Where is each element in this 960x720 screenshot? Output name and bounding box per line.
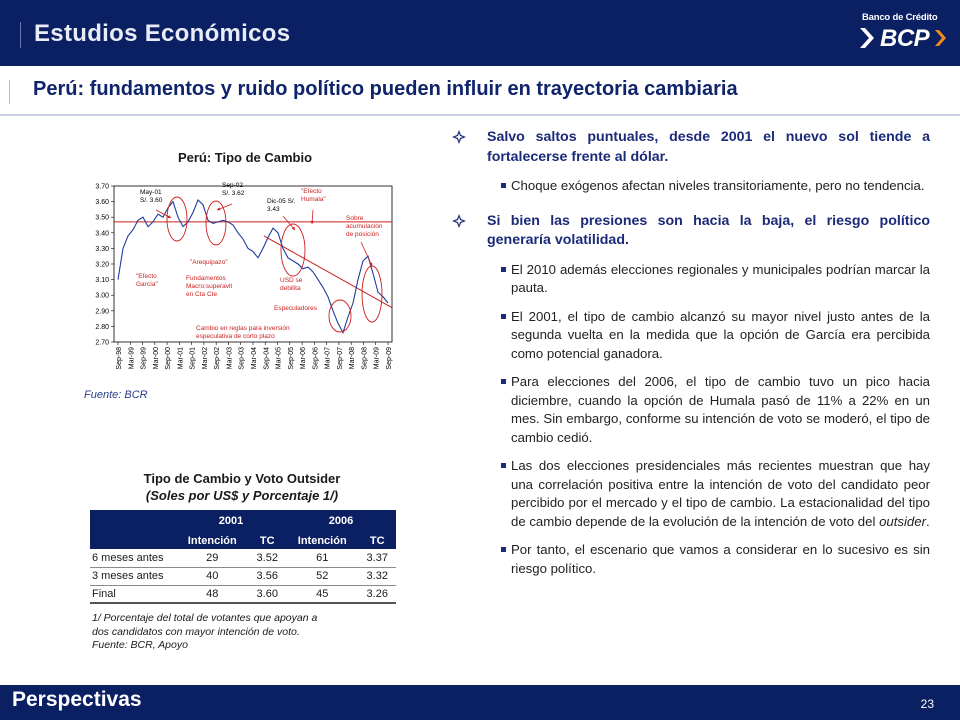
- x-tick-label: Sep-98: [116, 347, 123, 370]
- chart-annotation: "Arequipazo": [190, 259, 228, 266]
- x-tick-label: Mar-05: [275, 347, 283, 370]
- cell-tc-2006: 3.32: [358, 567, 396, 585]
- chart-annotation: Sep-02: [222, 182, 243, 189]
- main-bullet-text: Si bien las presiones son hacia la baja, el riesgo político generaría volatilidad.: [487, 212, 930, 248]
- square-bullet-icon: [501, 314, 506, 319]
- x-tick-label: Mar-03: [226, 347, 234, 370]
- square-bullet-icon: [501, 547, 506, 552]
- x-tick-label: Sep-03: [238, 347, 246, 370]
- chart-annotation: S/. 3.62: [222, 190, 245, 197]
- chart-annotation: Sobre: [346, 215, 364, 222]
- sub-bullet-italic: outsider: [879, 513, 926, 529]
- bank-logo: [852, 12, 952, 60]
- y-tick-label: 2.90: [95, 308, 109, 316]
- x-tick-label: Mar-08: [349, 347, 357, 370]
- y-tick-label: 2.80: [95, 323, 109, 331]
- bullet-list: [452, 128, 930, 578]
- row-label: 6 meses antes: [90, 549, 176, 567]
- table-header-tc: TC: [358, 532, 396, 549]
- table-header-year-2001: 2001: [176, 510, 286, 532]
- x-tick-label: Mar-06: [300, 347, 308, 370]
- chart-annotation: Cambio en reglas para inversión: [196, 325, 290, 332]
- x-tick-label: Mar-01: [177, 347, 185, 370]
- x-tick-label: Sep-04: [263, 347, 271, 370]
- cell-tc-2001: 3.56: [249, 567, 286, 585]
- y-tick-label: 3.30: [95, 245, 109, 253]
- sub-bullet-text: Las dos elecciones presidenciales más recientes muestran que hay una correlación positiva entre la intención de voto del candidato peor percibido por el mercado y el tipo de cambio. La estacionalidad del tipo de cambio depende de la evolución de la intención de voto del: [511, 458, 930, 529]
- square-bullet-icon: [501, 463, 506, 468]
- cell-intencion-2006: 45: [286, 585, 359, 603]
- vote-exchange-table: [90, 510, 396, 604]
- x-tick-label: Mar-00: [152, 347, 160, 370]
- chart-annotation: en Cta Cte: [186, 291, 218, 298]
- table-footnote: [92, 612, 392, 653]
- chart-annotation: acumulación: [346, 223, 383, 230]
- cell-tc-2006: 3.26: [358, 585, 396, 603]
- chart-annotation: S/. 3.60: [140, 197, 163, 204]
- bcp-chevron-icon: [856, 26, 880, 50]
- sub-bullet: [452, 373, 930, 447]
- square-bullet-icon: [501, 267, 506, 272]
- x-tick-label: Sep-01: [189, 347, 197, 370]
- square-bullet-icon: [501, 379, 506, 384]
- y-tick-label: 2.70: [95, 339, 109, 347]
- sub-bullet-text: .: [925, 513, 930, 529]
- footnote-source: Fuente: BCR, Apoyo: [92, 639, 188, 651]
- diamond-bullet-icon: [452, 214, 466, 228]
- header-divider: [20, 22, 21, 48]
- chart-annotation: "Efecto: [301, 188, 322, 195]
- table-header-intencion: Intención: [286, 532, 359, 549]
- sub-bullet: [452, 177, 930, 196]
- sub-bullet: [452, 308, 930, 364]
- cell-intencion-2001: 48: [176, 585, 249, 603]
- x-tick-label: Sep-07: [336, 347, 344, 370]
- y-tick-label: 3.00: [95, 292, 109, 300]
- sub-bullet: [452, 261, 930, 298]
- chart-annotation: USD se: [280, 277, 303, 284]
- chart-annotation: Dic-05 S/.: [267, 198, 296, 205]
- diamond-bullet-icon: [452, 130, 466, 144]
- chart-annotation: de posición: [346, 231, 379, 238]
- header-bar: [0, 0, 960, 66]
- x-tick-label: Sep-05: [287, 347, 295, 370]
- x-tick-label: Sep-99: [140, 347, 148, 370]
- y-tick-label: 3.40: [95, 230, 109, 238]
- chart-annotation: especulativa de corto plazo: [196, 333, 275, 340]
- chart-annotation: debilita: [280, 285, 301, 292]
- chart-annotation: García": [136, 281, 158, 288]
- bank-caption: Banco de Crédito: [862, 12, 938, 23]
- table-row: [90, 585, 396, 603]
- table-header-blank: [90, 532, 176, 549]
- table-title: Tipo de Cambio y Voto Outsider: [143, 471, 341, 486]
- table-header-blank: [90, 510, 176, 532]
- chart-annotation: Humala": [301, 196, 326, 203]
- footnote-line: dos candidatos con mayor intención de voto.: [92, 625, 300, 638]
- chart-annotation: May-01: [140, 189, 162, 196]
- main-bullet: [452, 128, 930, 167]
- sub-bullet-text: El 2010 además elecciones regionales y municipales podrían marcar la pauta.: [511, 261, 930, 295]
- slide-subtitle: Perú: fundamentos y ruido político pueden influir en trayectoria cambiaria: [33, 78, 738, 100]
- y-tick-label: 3.70: [95, 183, 109, 191]
- square-bullet-icon: [501, 183, 506, 188]
- chart-title: Perú: Tipo de Cambio: [177, 150, 313, 165]
- x-tick-label: Sep-00: [165, 347, 173, 370]
- y-tick-label: 3.60: [95, 199, 109, 207]
- table-row: [90, 567, 396, 585]
- page-number: 23: [920, 697, 934, 711]
- chart-annotation: Especuladores: [274, 305, 317, 312]
- plot-area: [114, 186, 392, 342]
- cell-intencion-2001: 40: [176, 567, 249, 585]
- chart-source: Fuente: BCR: [84, 389, 148, 401]
- sub-bullet-text: Para elecciones del 2006, el tipo de cambio tuvo un pico hacia diciembre, cuando la opción de Humala pasó de 11% a 22% en un mes. Sin embargo, conforme su intención de voto se moderó, el tipo de cambio cedió.: [511, 374, 930, 445]
- y-tick-label: 3.50: [95, 214, 109, 222]
- x-tick-label: Mar-02: [201, 347, 209, 370]
- table-row: [90, 549, 396, 567]
- x-tick-label: Sep-02: [214, 347, 222, 370]
- table-header-tc: TC: [249, 532, 286, 549]
- sub-bullet-text: El 2001, el tipo de cambio alcanzó su mayor nivel justo antes de la segunda vuelta en la medida que la opción de García era percibida como potencial ganadora.: [511, 308, 930, 361]
- chart-annotation: Fundamentos: [186, 275, 226, 282]
- x-tick-label: Sep-09: [386, 347, 393, 370]
- footer-section-title: Perspectivas: [12, 688, 142, 711]
- cell-tc-2001: 3.52: [249, 549, 286, 567]
- subtitle-bar: [0, 66, 960, 116]
- table-title-block: [84, 470, 400, 504]
- bank-logo-text: BCP: [880, 25, 930, 52]
- cell-intencion-2001: 29: [176, 549, 249, 567]
- x-tick-label: Sep-06: [312, 347, 320, 370]
- main-bullet-text: Salvo saltos puntuales, desde 2001 el nuevo sol tiende a fortalecerse frente al dólar.: [487, 129, 930, 165]
- chart-annotation: "Efecto: [136, 273, 157, 280]
- x-tick-label: Mar-99: [128, 347, 136, 370]
- table-subtitle: (Soles por US$ y Porcentaje 1/): [145, 488, 339, 503]
- x-tick-label: Mar-07: [324, 347, 332, 370]
- chart-annotation: Macro:superavit: [186, 283, 233, 290]
- y-tick-label: 3.10: [95, 277, 109, 285]
- cell-tc-2006: 3.37: [358, 549, 396, 567]
- sub-bullet-text: Por tanto, el escenario que vamos a considerar en lo sucesivo es sin riesgo político.: [511, 542, 930, 576]
- cell-intencion-2006: 61: [286, 549, 359, 567]
- page-header-title: Estudios Económicos: [34, 20, 291, 47]
- cell-tc-2001: 3.60: [249, 585, 286, 603]
- x-tick-label: Sep-08: [361, 347, 369, 370]
- subtitle-divider: [9, 80, 10, 104]
- bcp-orange-chevron-icon: [934, 29, 948, 47]
- cell-intencion-2006: 52: [286, 567, 359, 585]
- sub-bullet: [452, 541, 930, 578]
- x-tick-label: Mar-04: [251, 347, 258, 370]
- exchange-rate-chart: [80, 146, 410, 406]
- sub-bullet-text: Choque exógenos afectan niveles transitoriamente, pero no tendencia.: [511, 178, 925, 193]
- footer-bar: [0, 685, 960, 720]
- chart-canvas: [80, 170, 410, 400]
- main-bullet: [452, 212, 930, 251]
- table-header-intencion: Intención: [176, 532, 249, 549]
- chart-annotation: 3.43: [267, 206, 280, 213]
- row-label: 3 meses antes: [90, 567, 176, 585]
- footnote-line: 1/ Porcentaje del total de votantes que apoyan a: [92, 612, 318, 624]
- row-label: Final: [90, 585, 176, 603]
- y-tick-label: 3.20: [95, 261, 109, 269]
- x-tick-label: Mar-09: [373, 347, 381, 370]
- sub-bullet: [452, 457, 930, 531]
- table-header-year-2006: 2006: [286, 510, 396, 532]
